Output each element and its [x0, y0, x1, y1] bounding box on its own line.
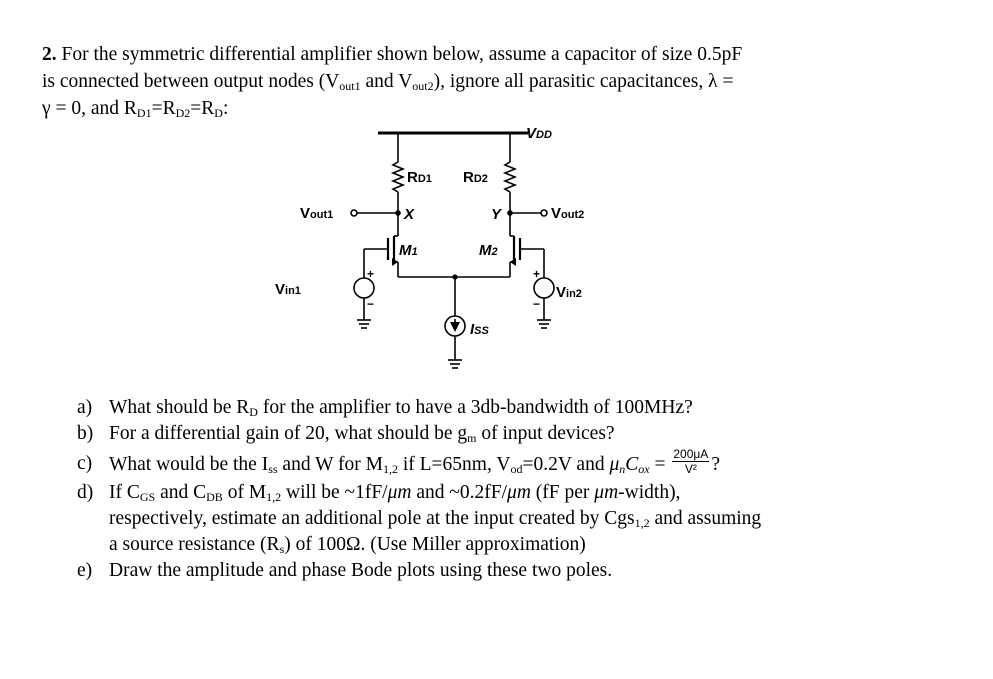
question-d: d) If $C_{GS}$ and $C_{DB}$ of $M_{1,2}$ will be ~1fF/μm and ~0.2fF/μm (fF per μm-width), respectively, estimate an additional pole at the input created by Cgs$_{1,2}$ and assuming a source resistance $(R_s)$ of 100Ω. (Use Miller approximation) [77, 482, 762, 556]
node-y-dot [507, 210, 513, 216]
problem-line-1: 2. For the symmetric differential amplifier shown below, assume a capacitor of size 0.5pF [42, 44, 743, 65]
vin2-plus-sign: + [533, 267, 541, 281]
vin1-source [354, 278, 374, 298]
vin1-label: Vin1 [275, 281, 301, 298]
problem-number: 2. [42, 44, 57, 65]
question-e: e) Draw the amplitude and phase Bode plots using these two poles. [77, 560, 613, 581]
node-y-label: Y [491, 206, 502, 223]
question-a: a) What should be $R_D$ for the amplifier to have a 3db-bandwidth of 100MHz? [77, 397, 693, 419]
rd1-resistor [393, 162, 403, 192]
tail-node-dot [452, 274, 457, 279]
rd2-label: RD2 [463, 169, 488, 186]
rd1-label: RD1 [407, 169, 432, 186]
m2-label: M2 [479, 242, 498, 259]
node-x-label: X [404, 206, 415, 223]
vin2-source [534, 278, 554, 298]
vin2-minus-sign: − [533, 297, 541, 311]
vin1-minus-sign: − [367, 297, 375, 311]
question-b: b) For a differential gain of 20, what should be $g_m$ of input devices? [77, 423, 615, 445]
iss-label: ISS [470, 321, 489, 338]
node-x-dot [395, 210, 401, 216]
muncox-fraction: $\frac{200\mu A}{\text{V²}}$ [673, 447, 709, 476]
vout2-label: Vout2 [551, 205, 585, 222]
problem-line-2: is connected between output nodes ($V_{out1}$ and $V_{out2}$), ignore all parasitic capacitances, λ = [42, 71, 734, 93]
vdd-label: VDD [526, 125, 552, 142]
vout1-terminal [351, 210, 357, 216]
question-c: c) What would be the $I_{ss}$ and W for $M_{1,2}$ if L=65nm, $V_{od}=0.2V$ and $\mu_nC_{ox}$ = $\frac{200\mu A}{\text{V²}}$ ? [77, 447, 720, 476]
m1-label: M1 [399, 242, 418, 259]
vout1-label: Vout1 [300, 205, 334, 222]
rd2-resistor [505, 162, 515, 192]
problem-line-3: γ = 0, and $R_{D1}=R_{D2}=R_D$: [42, 98, 229, 120]
vin2-label: Vin2 [556, 284, 582, 301]
vout2-terminal [541, 210, 547, 216]
vin1-plus-sign: + [367, 267, 375, 281]
question-list [77, 395, 857, 584]
